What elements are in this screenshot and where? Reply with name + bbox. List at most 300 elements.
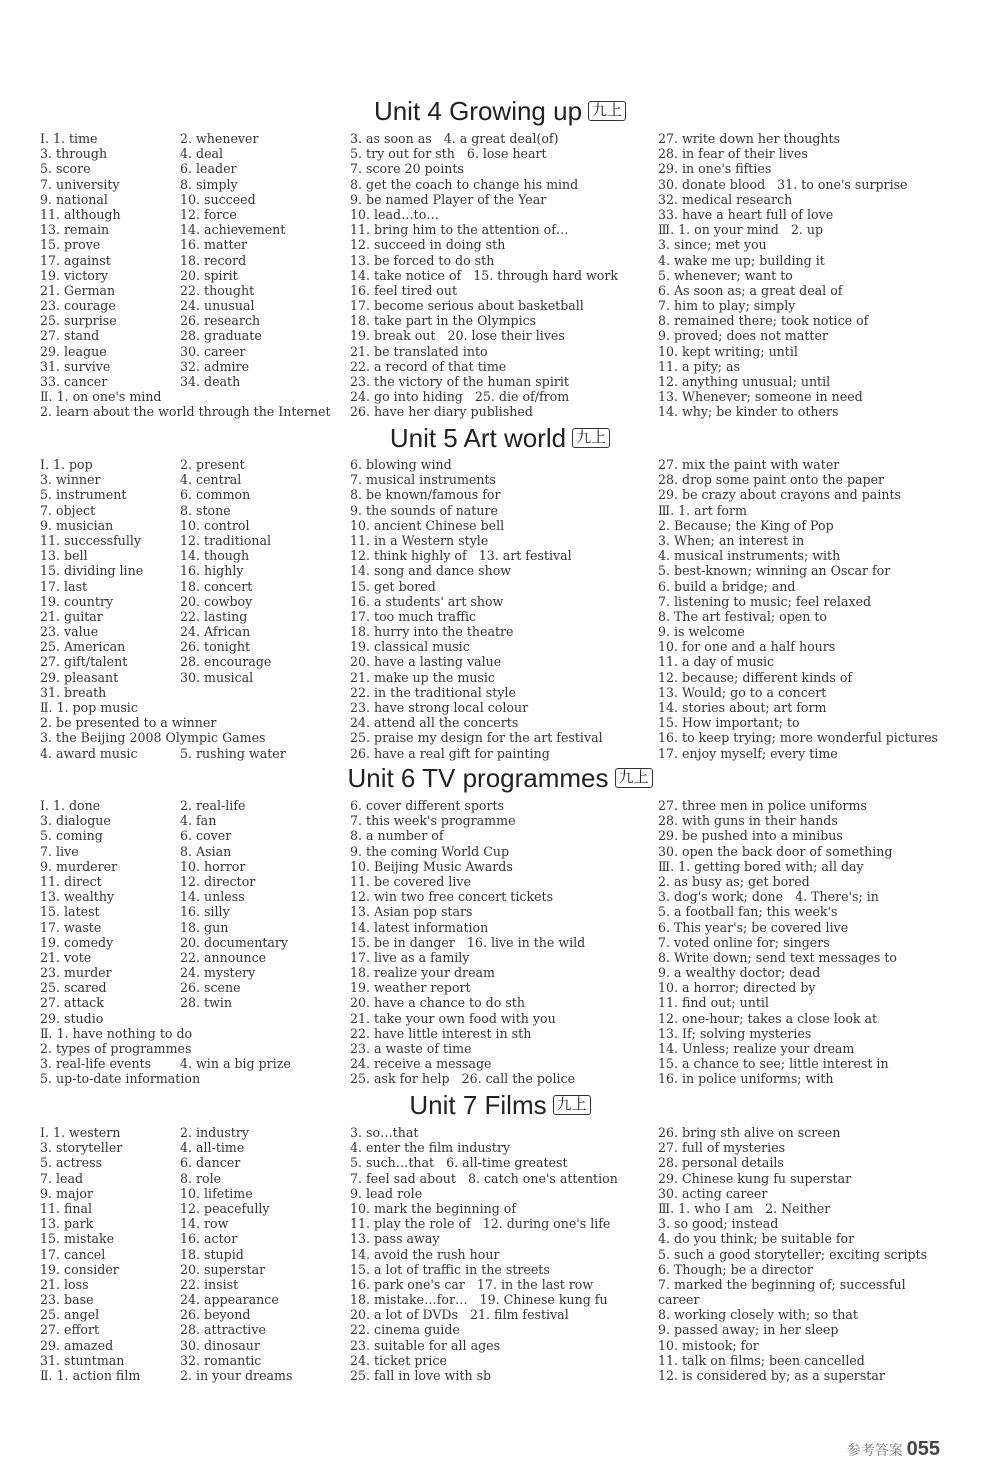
answer-row <box>350 624 660 639</box>
answer-row <box>350 995 660 1010</box>
answer-item: 24. receive a message <box>350 1056 492 1072</box>
answer-item: 3. as soon as <box>350 131 432 146</box>
answer-item: 13. If; solving mysteries <box>658 1025 812 1041</box>
answer-row <box>658 192 968 207</box>
answer-item: 6. build a bridge; and <box>658 578 796 594</box>
answer-row <box>40 1011 350 1026</box>
answer-row <box>40 503 350 518</box>
answer-item: 17. too much traffic <box>350 608 477 624</box>
answer-row <box>658 965 968 980</box>
answer-item: 19. break out <box>350 328 436 344</box>
unit-title-text: Unit 6 TV programmes <box>347 763 609 793</box>
answer-item: 13. wealthy <box>40 889 115 905</box>
answer-item: Ⅱ. 1. pop music <box>40 700 138 715</box>
answer-item: 29. pleasant <box>40 669 119 685</box>
answer-item: 23. murder <box>40 965 112 981</box>
answer-item: 20. superstar <box>180 1261 266 1277</box>
answer-row <box>40 177 350 192</box>
unit-4-col-3 <box>658 131 968 420</box>
answer-row <box>350 700 660 715</box>
answer-row <box>40 283 350 298</box>
answer-row <box>658 222 968 237</box>
answer-item: 19. Chinese kung fu <box>479 1292 608 1308</box>
answer-row <box>658 237 968 252</box>
answer-item: 23. courage <box>40 298 116 314</box>
answer-row <box>40 1322 350 1337</box>
answer-item: 26. have a real gift for painting <box>350 745 550 761</box>
answer-item: 8. stone <box>180 502 231 518</box>
answer-row <box>350 1262 660 1277</box>
answer-row <box>350 579 660 594</box>
answer-row <box>658 328 968 343</box>
answer-item: 15. get bored <box>350 578 436 594</box>
answer-row <box>350 828 660 843</box>
answer-item: 5. such…that <box>350 1155 435 1171</box>
answer-item: 13. Asian pop stars <box>350 904 473 920</box>
answer-row <box>350 313 660 328</box>
answer-item: 14. why; be kinder to others <box>658 404 839 420</box>
answer-item: 24. appearance <box>180 1292 279 1308</box>
answer-row <box>40 207 350 222</box>
answer-item: 29. in one's fifties <box>658 161 772 177</box>
answer-row <box>658 161 968 176</box>
answer-row <box>40 654 350 669</box>
answer-item: 3. real-life events <box>40 1056 152 1072</box>
answer-item: 9. the sounds of nature <box>350 502 498 518</box>
answer-item: 17. enjoy myself; every time <box>658 745 838 761</box>
answer-item: 13. art festival <box>478 548 572 564</box>
answer-row <box>350 472 660 487</box>
answer-row <box>350 131 660 146</box>
answer-row <box>350 518 660 533</box>
answer-row <box>350 1026 660 1041</box>
answer-row <box>658 980 968 995</box>
answer-item: 33. have a heart full of love <box>658 206 834 222</box>
answer-item: 8. The art festival; open to <box>658 608 827 624</box>
answer-item: 12. one-hour; takes a close look at <box>658 1010 878 1026</box>
answer-row <box>350 548 660 563</box>
answer-item: 7. listening to music; feel relaxed <box>658 593 872 609</box>
answer-item: 2. in your dreams <box>180 1368 293 1383</box>
answer-row <box>658 639 968 654</box>
answer-item: 27. effort <box>40 1322 100 1338</box>
answer-item: 12. is considered by; as a superstar <box>658 1368 885 1383</box>
answer-row <box>658 1026 968 1041</box>
answer-row <box>40 533 350 548</box>
answer-item: 5. best-known; winning an Oscar for <box>658 563 891 579</box>
answer-item: 22. thought <box>180 282 255 298</box>
footer-label: 参考答案 <box>846 1442 903 1458</box>
answer-row <box>658 1125 968 1140</box>
answer-row <box>350 1155 660 1170</box>
answer-item: 28. personal details <box>658 1155 784 1171</box>
answer-row <box>658 404 968 419</box>
answer-row <box>40 457 350 472</box>
answer-item: 10. a horror; directed by <box>658 980 816 996</box>
answer-row <box>350 874 660 889</box>
answer-row <box>658 654 968 669</box>
answer-item: 30. dinosaur <box>180 1337 260 1353</box>
answer-row <box>40 389 350 404</box>
answer-row <box>40 950 350 965</box>
answer-row <box>40 328 350 343</box>
grade-badge: 九上 <box>553 1095 591 1115</box>
answer-row <box>350 685 660 700</box>
unit-5-col-1 <box>40 457 350 761</box>
answer-item: 6. common <box>180 487 251 503</box>
answer-row <box>658 548 968 563</box>
answer-row <box>658 1307 968 1322</box>
answer-item: 33. cancer <box>40 374 108 389</box>
answer-row <box>350 192 660 207</box>
answer-item: 21. vote <box>40 949 92 965</box>
answer-row <box>658 487 968 502</box>
answer-item: 8. get the coach to change his mind <box>350 176 579 192</box>
answer-item: 20. spirit <box>180 267 238 283</box>
answer-item: 27. stand <box>40 328 100 344</box>
answer-row <box>658 859 968 874</box>
answer-item: 29. Chinese kung fu superstar <box>658 1170 852 1186</box>
answer-row <box>40 1041 350 1056</box>
answer-row <box>350 859 660 874</box>
answer-row <box>658 609 968 624</box>
answer-row <box>40 935 350 950</box>
answer-row <box>40 192 350 207</box>
answer-item: 21. guitar <box>40 608 103 624</box>
answer-item: 3. When; an interest in <box>658 532 805 548</box>
answer-item: 9. lead role <box>350 1185 423 1201</box>
answer-item: 10. control <box>180 517 250 533</box>
answer-item: 2. present <box>180 457 245 472</box>
answer-row <box>350 1056 660 1071</box>
answer-item: Ⅱ. 1. have nothing to do <box>40 1025 193 1041</box>
answer-item: 11. successfully <box>40 532 142 548</box>
answer-row <box>350 1216 660 1231</box>
answer-item: 21. make up the music <box>350 669 495 685</box>
answer-item: 8. working closely with; so that <box>658 1307 858 1323</box>
answer-row <box>40 487 350 502</box>
answer-item: 18. record <box>180 252 247 268</box>
answer-row <box>350 746 660 761</box>
answer-item: 21. film festival <box>470 1307 569 1323</box>
answer-item: 24. ticket price <box>350 1352 447 1368</box>
answer-row <box>40 1231 350 1246</box>
unit-7-col-1 <box>40 1125 350 1383</box>
grade-badge: 九上 <box>588 101 626 121</box>
answer-item: 3. dialogue <box>40 813 111 829</box>
answer-item: 10. lead…to… <box>350 206 439 222</box>
answer-item: 24. mystery <box>180 965 256 981</box>
answer-item: 11. be covered live <box>350 873 471 889</box>
answer-item: 32. admire <box>180 358 250 374</box>
answer-row <box>658 298 968 313</box>
answer-item: 14. latest information <box>350 919 489 935</box>
answer-item: 21. German <box>40 282 116 298</box>
answer-row <box>350 1231 660 1246</box>
answer-row <box>658 700 968 715</box>
unit-6-col-2 <box>350 798 660 1087</box>
answer-item: 10. for one and a half hours <box>658 639 836 655</box>
answer-row <box>658 579 968 594</box>
answer-row <box>350 1041 660 1056</box>
answer-item: 5. whenever; want to <box>658 267 793 283</box>
answer-item: 9. be named Player of the Year <box>350 191 547 207</box>
answer-row <box>658 344 968 359</box>
answer-row <box>350 920 660 935</box>
answer-row <box>350 1247 660 1262</box>
answer-item: 18. hurry into the theatre <box>350 624 514 640</box>
answer-item: 26. tonight <box>180 639 251 655</box>
answer-item: 9. musician <box>40 517 114 533</box>
answer-row <box>658 844 968 859</box>
answer-row <box>40 472 350 487</box>
unit-6-col-1 <box>40 798 350 1087</box>
answer-item: 28. in fear of their lives <box>658 146 808 162</box>
answer-row <box>40 1262 350 1277</box>
answer-row <box>658 670 968 685</box>
answer-row <box>350 1125 660 1140</box>
answer-row <box>350 146 660 161</box>
answer-row <box>350 404 660 419</box>
answer-item: 25. fall in love with sb <box>350 1368 492 1383</box>
answer-item: 15. through hard work <box>473 267 619 283</box>
answer-item: 7. object <box>40 502 96 518</box>
answer-row <box>350 1171 660 1186</box>
answer-row <box>658 1171 968 1186</box>
answer-item: 27. gift/talent <box>40 654 128 670</box>
answer-row <box>350 1071 660 1086</box>
unit-7-title <box>0 1090 1000 1121</box>
answer-item: 18. stupid <box>180 1246 244 1262</box>
answer-row <box>40 1353 350 1368</box>
answer-item: 19. classical music <box>350 639 470 655</box>
answer-row <box>40 904 350 919</box>
answer-item: 4. musical instruments; with <box>658 548 841 564</box>
answer-row <box>40 548 350 563</box>
answer-item: 8. simply <box>180 176 238 192</box>
answer-row <box>658 359 968 374</box>
answer-item: 4. award music <box>40 745 138 761</box>
answer-item: 7. live <box>40 843 79 859</box>
answer-item: 2. as busy as; get bored <box>658 873 810 889</box>
answer-row <box>350 654 660 669</box>
unit-5-col-2 <box>350 457 660 761</box>
answer-item: 9. proved; does not matter <box>658 328 828 344</box>
answer-row <box>658 1292 968 1307</box>
answer-item: 14. song and dance show <box>350 563 512 579</box>
answer-row <box>40 844 350 859</box>
answer-row <box>40 1277 350 1292</box>
answer-item: 25. angel <box>40 1307 100 1323</box>
answer-row <box>40 1201 350 1216</box>
answer-row <box>350 950 660 965</box>
answer-item: 10. lifetime <box>180 1185 253 1201</box>
answer-item: 27. write down her thoughts <box>658 131 841 146</box>
answer-item: 17. waste <box>40 919 102 935</box>
answer-item: 23. a waste of time <box>350 1041 472 1056</box>
answer-row <box>658 1186 968 1201</box>
answer-item: Ⅰ. 1. done <box>40 798 101 813</box>
answer-row <box>350 207 660 222</box>
answer-row <box>350 1353 660 1368</box>
answer-item: 4. a great deal(of) <box>443 131 559 146</box>
answer-item: 2. whenever <box>180 131 259 146</box>
answer-row <box>40 715 350 730</box>
answer-row <box>350 328 660 343</box>
answer-row <box>350 1307 660 1322</box>
answer-row <box>658 920 968 935</box>
answer-row <box>40 313 350 328</box>
answer-row <box>40 1186 350 1201</box>
answer-row <box>658 1041 968 1056</box>
answer-item: 26. call the police <box>461 1071 576 1087</box>
answer-item: 6. blowing wind <box>350 457 452 472</box>
answer-item: 11. bring him to the attention of… <box>350 222 569 238</box>
answer-item: 5. try out for sth <box>350 146 455 162</box>
answer-row <box>658 268 968 283</box>
answer-item: 30. donate blood <box>658 176 766 192</box>
answer-item: 2. real-life <box>180 798 246 813</box>
answer-item: Ⅰ. 1. western <box>40 1125 121 1140</box>
answer-item: 7. this week's programme <box>350 813 516 829</box>
answer-row <box>40 374 350 389</box>
answer-item: 15. be in danger <box>350 934 455 950</box>
answer-item: 22. have little interest in sth <box>350 1025 532 1041</box>
answer-item: 11. play the role of <box>350 1216 471 1232</box>
answer-item: 14. take notice of <box>350 267 462 283</box>
answer-row <box>350 639 660 654</box>
answer-item: 22. cinema guide <box>350 1322 460 1338</box>
answer-item: 32. romantic <box>180 1352 262 1368</box>
answer-item: 14. stories about; art form <box>658 700 827 715</box>
answer-item: 28. with guns in their hands <box>658 813 838 829</box>
answer-row <box>658 594 968 609</box>
answer-row <box>40 746 350 761</box>
unit-6-col-3 <box>658 798 968 1087</box>
answer-item: Ⅲ. 1. getting bored with; all day <box>658 858 864 874</box>
answer-item: 25. die of/from <box>474 389 570 405</box>
answer-row <box>658 730 968 745</box>
answer-item: 12. think highly of <box>350 548 467 564</box>
grade-badge: 九上 <box>615 768 653 788</box>
answer-item: 6. all-time greatest <box>446 1155 568 1171</box>
grade-badge: 九上 <box>572 428 610 448</box>
answer-row <box>658 685 968 700</box>
answer-row <box>658 253 968 268</box>
answer-row <box>350 1322 660 1337</box>
answer-item: 13. park <box>40 1216 94 1232</box>
answer-row <box>40 237 350 252</box>
answer-item: 31. breath <box>40 684 107 700</box>
answer-row <box>40 579 350 594</box>
answer-item: 16. live in the wild <box>466 934 586 950</box>
answer-item: 4. enter the film industry <box>350 1140 511 1156</box>
answer-row <box>658 1011 968 1026</box>
answer-row <box>40 874 350 889</box>
answer-item: 18. gun <box>180 919 229 935</box>
answer-item: 16. to keep trying; more wonderful pictures <box>658 730 938 746</box>
answer-row <box>40 639 350 654</box>
answer-item: 26. beyond <box>180 1307 251 1323</box>
answer-row <box>350 298 660 313</box>
answer-item: 10. Beijing Music Awards <box>350 858 513 874</box>
answer-row <box>350 1338 660 1353</box>
answer-row <box>350 844 660 859</box>
answer-item: 13. bell <box>40 548 88 564</box>
answer-row <box>658 828 968 843</box>
answer-row <box>40 298 350 313</box>
answer-item: 6. This year's; be covered live <box>658 919 849 935</box>
answer-item: 3. since; met you <box>658 237 767 253</box>
answer-item: 14. avoid the rush hour <box>350 1246 500 1262</box>
answer-item: 12. succeed in doing sth <box>350 237 506 253</box>
answer-item: 27. full of mysteries <box>658 1140 786 1156</box>
answer-item: 9. major <box>40 1185 93 1201</box>
answer-item: 8. Asian <box>180 843 232 859</box>
answer-item: 24. African <box>180 624 251 640</box>
answer-item: 11. talk on films; been cancelled <box>658 1352 865 1368</box>
answer-row <box>40 995 350 1010</box>
answer-item: 5. actress <box>40 1155 103 1171</box>
answer-item: career <box>658 1292 700 1308</box>
answer-item: 5. up-to-date information <box>40 1071 201 1087</box>
answer-item: 26. scene <box>180 980 241 996</box>
answer-item: 11. find out; until <box>658 995 769 1011</box>
answer-row <box>350 503 660 518</box>
answer-row <box>658 1056 968 1071</box>
answer-item: 4. central <box>180 472 242 488</box>
page-number: 055 <box>906 1438 940 1460</box>
answer-row <box>350 980 660 995</box>
answer-row <box>40 131 350 146</box>
answer-item: Ⅲ. 1. art form <box>658 502 747 518</box>
answer-row <box>658 389 968 404</box>
answer-item: 34. death <box>180 374 241 389</box>
answer-row <box>658 715 968 730</box>
answer-row <box>350 965 660 980</box>
answer-row <box>40 518 350 533</box>
answer-item: 13. be forced to do sth <box>350 252 495 268</box>
answer-item: 8. role <box>180 1170 222 1186</box>
answer-row <box>658 533 968 548</box>
answer-item: 17. in the last row <box>476 1276 594 1292</box>
answer-row <box>40 730 350 745</box>
answer-item: 15. latest <box>40 904 100 920</box>
answer-item: 23. value <box>40 624 99 640</box>
answer-row <box>350 222 660 237</box>
answer-item: 2. up <box>790 222 824 238</box>
answer-item: 8. be known/famous for <box>350 487 501 503</box>
answer-row <box>350 457 660 472</box>
answer-row <box>350 161 660 176</box>
answer-item: 29. be pushed into a minibus <box>658 828 843 844</box>
answer-item: 5. a football fan; this week's <box>658 904 838 920</box>
answer-item: 10. succeed <box>180 191 256 207</box>
answer-item: 8. a number of <box>350 828 444 844</box>
answer-item: 18. mistake…for… <box>350 1292 468 1308</box>
answer-row <box>40 222 350 237</box>
answer-row <box>40 859 350 874</box>
answer-row <box>40 1155 350 1170</box>
answer-item: 11. in a Western style <box>350 532 489 548</box>
answer-row <box>658 1247 968 1262</box>
answer-row <box>658 1277 968 1292</box>
answer-item: 18. realize your dream <box>350 965 495 981</box>
answer-row <box>40 146 350 161</box>
answer-item: 24. go into hiding <box>350 389 463 405</box>
answer-row <box>658 813 968 828</box>
answer-item: 19. consider <box>40 1261 119 1277</box>
